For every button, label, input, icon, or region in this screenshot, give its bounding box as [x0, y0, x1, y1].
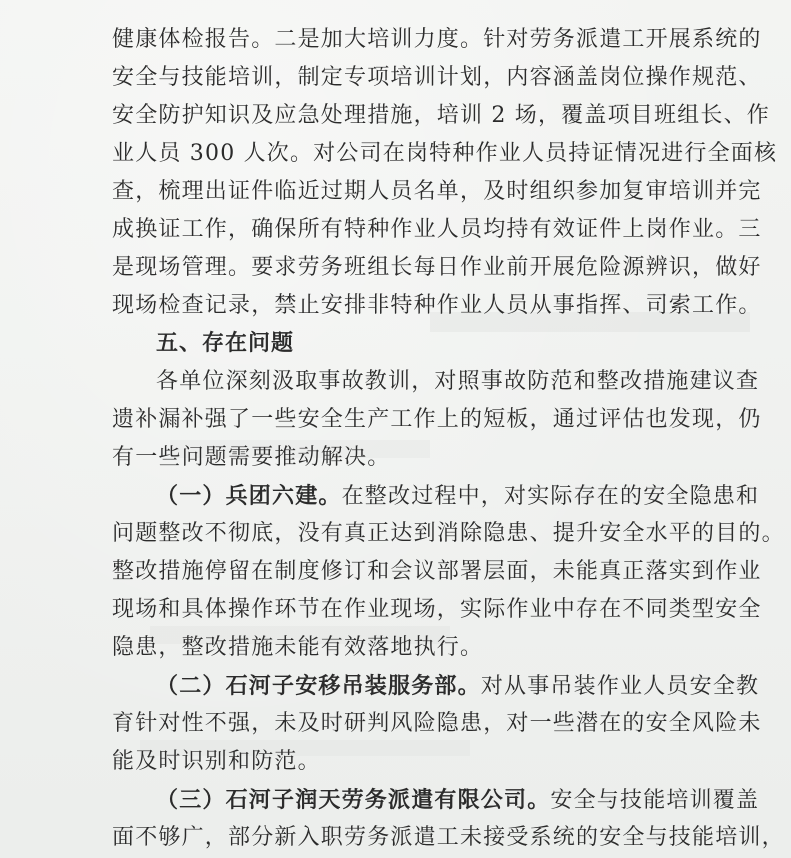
- body-line: 现场和具体操作环节在作业现场，实际作业中存在不同类型安全: [112, 597, 762, 622]
- item-label: （一）兵团六建。: [156, 483, 342, 509]
- section-heading: 五、存在问题: [156, 331, 295, 356]
- item-label: （三）石河子润天劳务派遣有限公司。: [156, 787, 551, 813]
- body-line: 隐患，整改措施未能有效落地执行。: [112, 635, 484, 660]
- body-line: 整改措施停留在制度修订和会议部署层面，未能真正落实到作业: [112, 559, 762, 584]
- item-text: 安全与技能培训覆盖: [550, 788, 760, 813]
- body-line: 业人员 300 人次。对公司在岗特种作业人员持证情况进行全面核: [112, 141, 778, 166]
- body-line: 问题整改不彻底，没有真正达到消除隐患、提升安全水平的目的。: [112, 521, 785, 546]
- body-line: 遗补漏补强了一些安全生产工作上的短板，通过评估也发现，仍: [112, 407, 762, 432]
- item-text: 对从事吊装作业人员安全教: [480, 674, 760, 699]
- body-line: 查，梳理出证件临近过期人员名单，及时组织参加复审培训并完: [112, 179, 762, 204]
- body-line: 面不够广，部分新入职劳务派遣工未接受系统的安全与技能培训，: [112, 825, 785, 850]
- body-line: 安全与技能培训，制定专项培训计划，内容涵盖岗位操作规范、: [112, 65, 762, 90]
- item-first-line: [156, 478, 785, 514]
- body-line: 成换证工作，确保所有特种作业人员均持有效证件上岗作业。三: [112, 217, 762, 242]
- body-line: 能及时识别和防范。: [112, 749, 321, 774]
- body-line: 现场检查记录，禁止安排非特种作业人员从事指挥、司索工作。: [112, 293, 762, 318]
- body-line: 育针对性不强，未及时研判风险隐患，对一些潜在的安全风险未: [112, 711, 762, 736]
- item-first-line: [156, 782, 785, 818]
- body-line: 安全防护知识及应急处理措施，培训 2 场，覆盖项目班组长、作: [112, 103, 770, 128]
- item-text: 在整改过程中，对实际存在的安全隐患和: [341, 484, 760, 509]
- body-line: 是现场管理。要求劳务班组长每日作业前开展危险源辨识，做好: [112, 255, 762, 280]
- item-label: （二）石河子安移吊装服务部。: [156, 673, 481, 699]
- body-line: 各单位深刻汲取事故教训，对照事故防范和整改措施建议查: [156, 369, 760, 394]
- body-line: 有一些问题需要推动解决。: [112, 445, 391, 470]
- item-first-line: [156, 668, 785, 704]
- body-line: 健康体检报告。二是加大培训力度。针对劳务派遣工开展系统的: [112, 27, 762, 52]
